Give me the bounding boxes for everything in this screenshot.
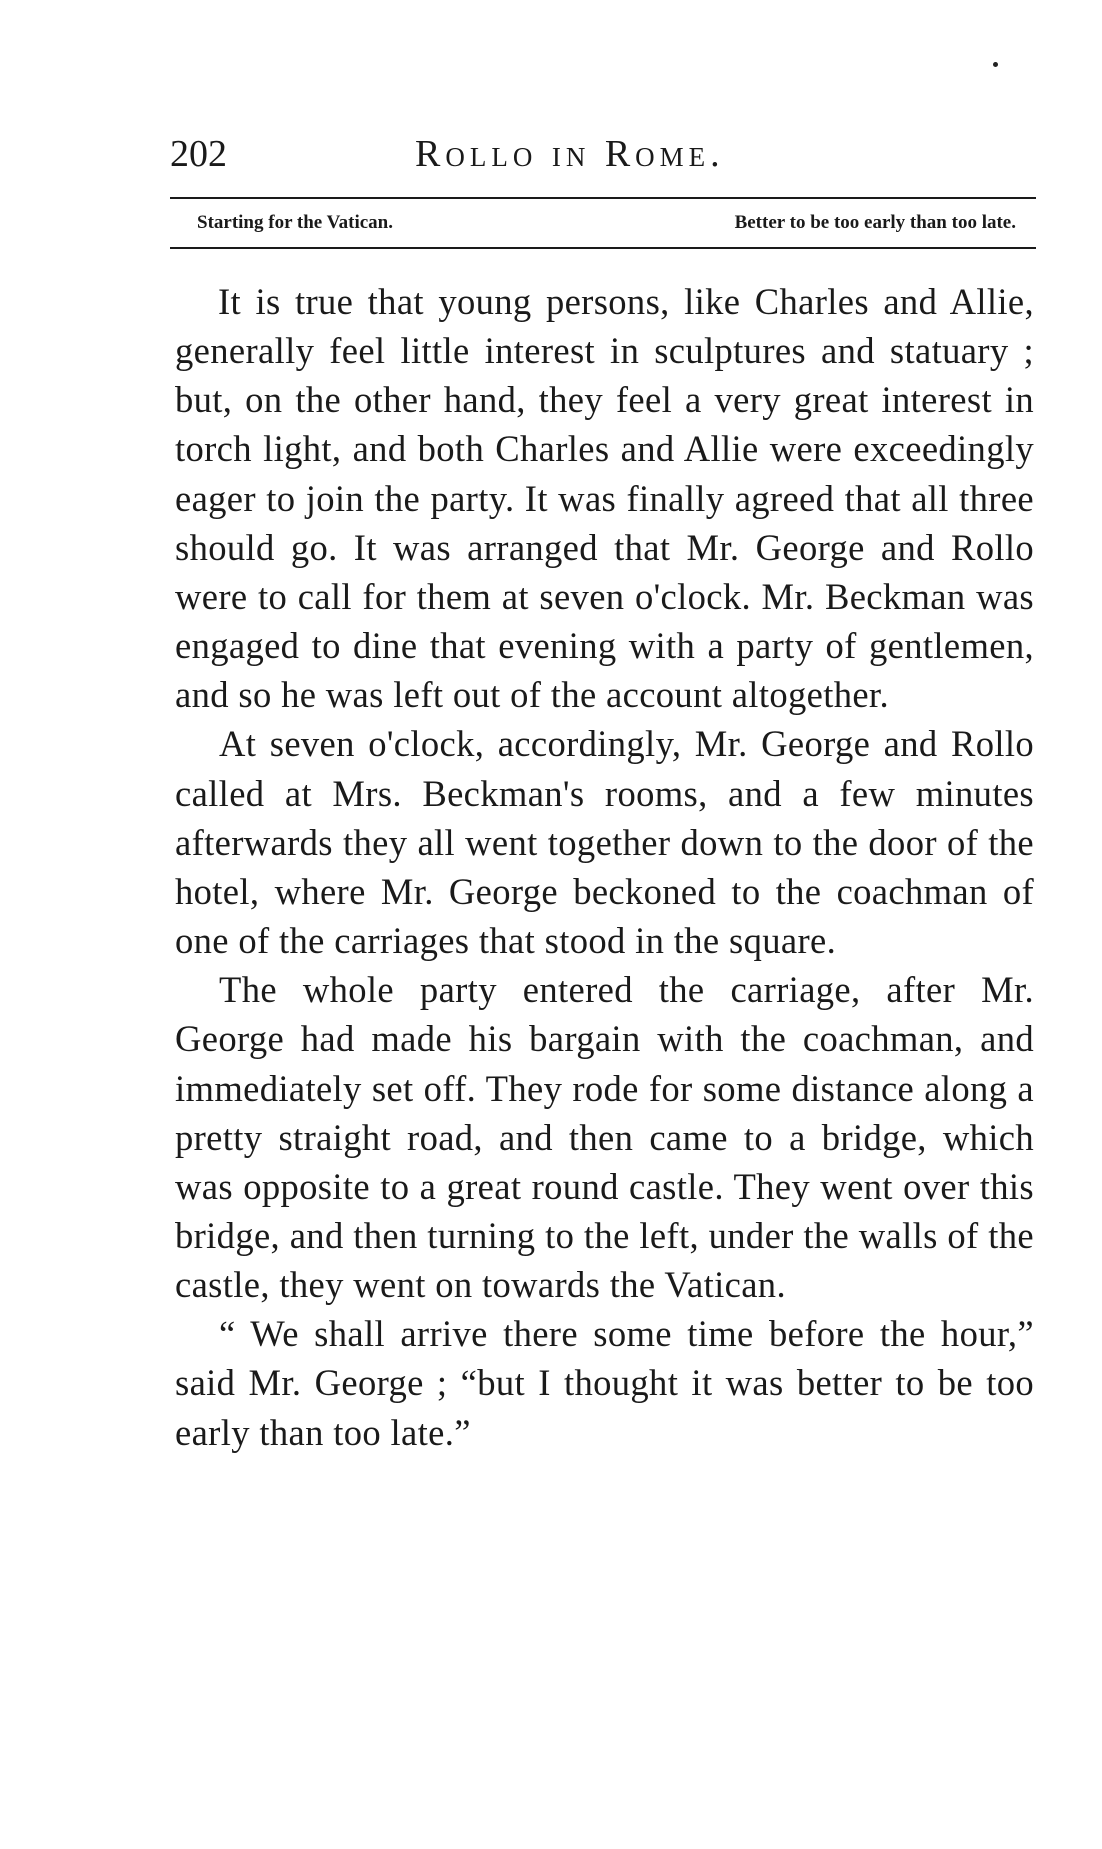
header-rule-bottom [170,247,1036,249]
page-number: 202 [170,133,227,175]
paragraph-2: At seven o'clock, accordingly, Mr. George and Rollo called at Mrs. Beckman's rooms, and a few minutes afterwards they all went together down to the door of the hotel, where Mr. George beckoned to the coachman of one of the carriages that stood in the square. [175,723,1034,962]
subheads [176,204,1032,242]
subhead-left: Starting for the Vatican. [197,212,393,233]
running-head [170,128,1036,180]
paragraph-3: The whole party entered the carriage, after Mr. George had made his bargain with the coachman, and immediately set off. They rode for some distance along a pretty straight road, and then came to a bridge, which was opposite to a great round castle. They went over this bridge, and then turning to the left, under the walls of the castle, they went on towards the Vatican. [175,969,1034,1306]
body-text [175,277,1034,1457]
paragraph-1: It is true that young persons, like Charles and Allie, generally feel little interest in sculptures and statuary ; but, on the other hand, they feel a very great interest in torch light, and both Charles and Allie were exceedingly eager to join the party. It was finally agreed that all three should go. It was arranged that Mr. George and Rollo were to call for them at seven o'clock. Mr. Beckman was engaged to dine that evening with a party of gentlemen, and so he was left out of the account altogether. [175,281,1034,716]
paragraph-4: “ We shall arrive there some time before the hour,” said Mr. George ; “but I thought it was better to be too early than too late.” [175,1313,1034,1453]
header-rule-top [170,197,1036,199]
book-title: Rollo in Rome. [415,133,725,175]
ink-speck [993,62,998,67]
subhead-right: Better to be too early than too late. [734,212,1016,233]
